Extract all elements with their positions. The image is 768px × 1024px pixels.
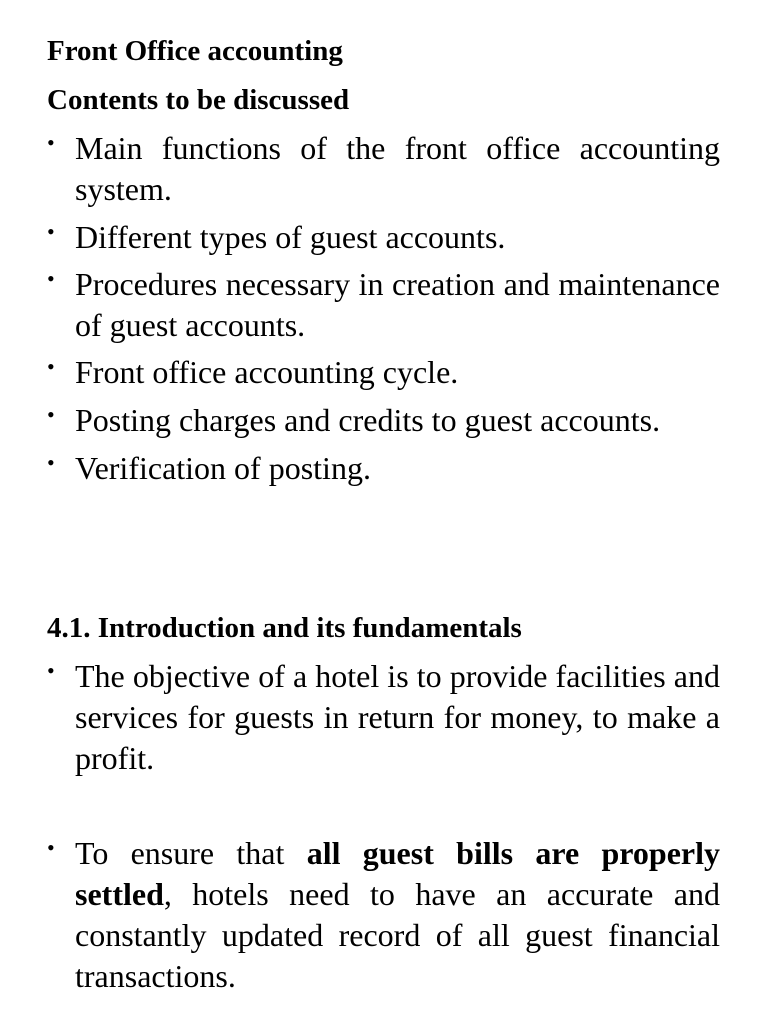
contents-item-text: Procedures necessary in creation and maintenance of guest accounts. xyxy=(75,266,720,343)
contents-item-text: Main functions of the front office accounting system. xyxy=(75,130,720,207)
contents-item xyxy=(47,264,720,346)
section-item-text-prefix: To ensure that xyxy=(75,835,307,871)
contents-heading: Contents to be discussed xyxy=(47,84,350,116)
contents-item-text: Verification of posting. xyxy=(75,450,371,486)
bullet-icon: • xyxy=(47,402,55,427)
document-title: Front Office accounting xyxy=(47,35,343,67)
bullet-icon: • xyxy=(47,354,55,379)
contents-item xyxy=(47,217,720,258)
contents-item-text: Front office accounting cycle. xyxy=(75,354,459,390)
section-item xyxy=(47,833,720,997)
bullet-icon: • xyxy=(47,130,55,155)
bullet-icon: • xyxy=(47,658,55,683)
contents-item xyxy=(47,400,720,441)
contents-item-text: Posting charges and credits to guest accounts. xyxy=(75,402,661,438)
section-item-emphasis: all guest bills are properly settled xyxy=(75,835,721,912)
bullet-icon: • xyxy=(47,219,55,244)
contents-item xyxy=(47,448,720,489)
section-item xyxy=(47,656,720,779)
contents-item-text: Different types of guest accounts. xyxy=(75,219,506,255)
bullet-icon: • xyxy=(47,450,55,475)
bullet-icon: • xyxy=(47,835,55,860)
contents-item xyxy=(47,352,720,393)
section-item-text-suffix: , hotels need to have an accurate and constantly updated record of all guest financial transactions. xyxy=(75,876,720,994)
contents-item xyxy=(47,128,720,210)
section-heading: 4.1. Introduction and its fundamentals xyxy=(47,612,522,644)
bullet-icon: • xyxy=(47,266,55,291)
section-item-text: The objective of a hotel is to provide facilities and services for guests in return for money, to make a profit. xyxy=(75,658,720,776)
section-item-text xyxy=(75,833,720,997)
